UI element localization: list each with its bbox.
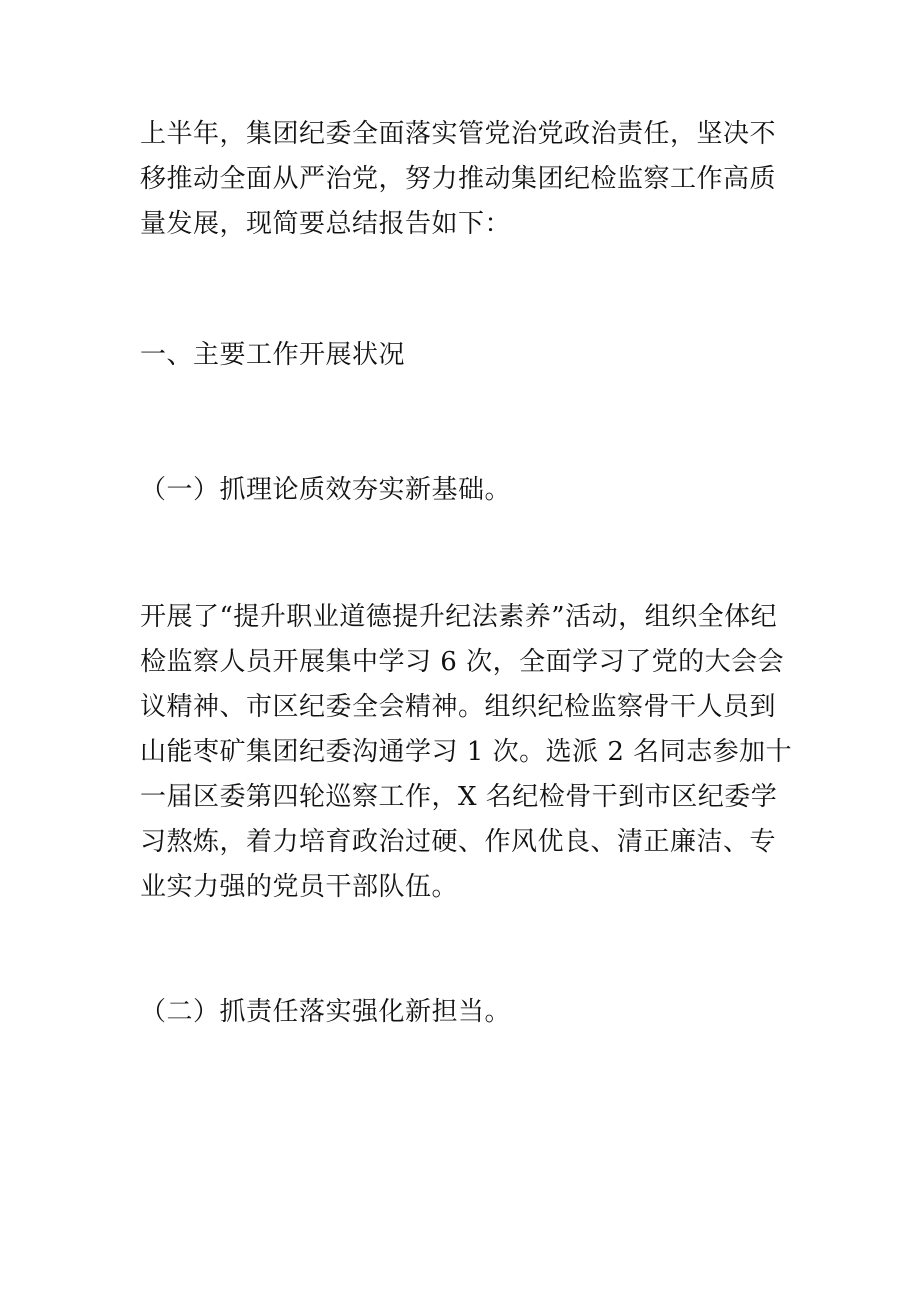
section-heading-1: 一、主要工作开展状况	[140, 340, 406, 370]
subsection-1-paragraph: 开展了“提升职业道德提升纪法素养”活动，组织全体纪检监察人员开展集中学习 6 次，全面学习了党的大会会议精神、市区纪委全会精神。组织纪检监察骨干人员到山能枣矿集团纪委沟通学习 1 次。选派 2 名同志参加十一届区委第四轮巡察工作，X 名纪检骨干到市区纪委学习熬炼，着力培育政治过硬、作风优良、清正廉洁、专业实力强的党员干部队伍。	[140, 602, 793, 902]
subsection-heading-2: （二）抓责任落实强化新担当。	[140, 997, 512, 1027]
subsection-heading-1: （一）抓理论质效夯实新基础。	[140, 475, 512, 505]
intro-paragraph: 上半年，集团纪委全面落实管党治党政治责任，坚决不移推动全面从严治党，努力推动集团纪检监察工作高质量发展，现简要总结报告如下：	[140, 119, 777, 239]
